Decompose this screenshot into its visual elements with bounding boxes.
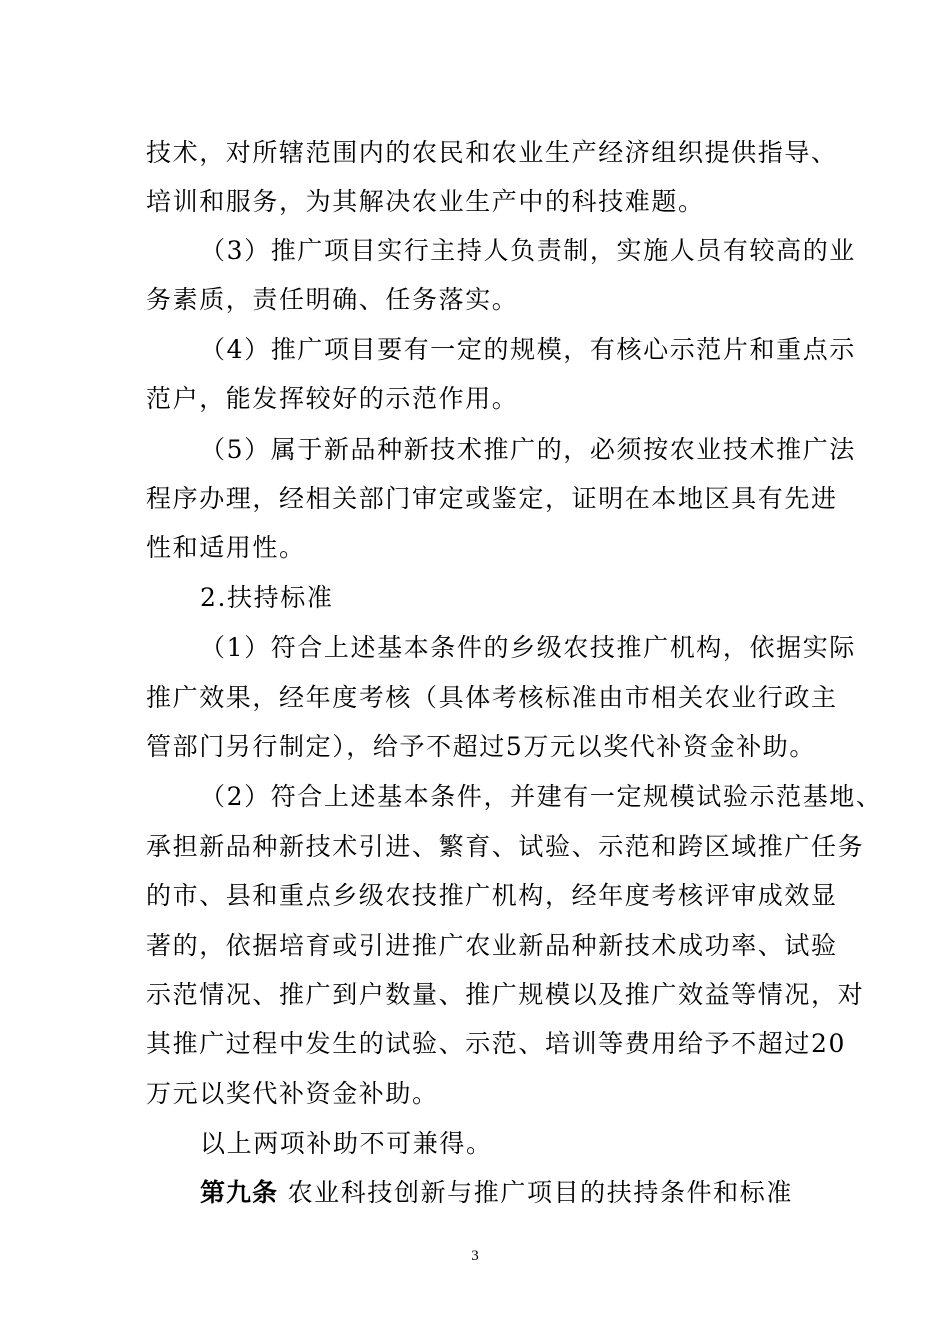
body-text-line: 示范情况、推广到户数量、推广规模以及推广效益等情况，对: [146, 980, 865, 1009]
body-text-line: 管部门另行制定），给予不超过5万元以奖代补资金补助。: [146, 732, 817, 761]
body-text-line: 务素质，责任明确、任务落实。: [146, 285, 519, 314]
section-heading: 2.扶持标准: [200, 583, 334, 612]
body-text-line: 范户，能发挥较好的示范作用。: [146, 384, 519, 413]
body-text-line: （4）推广项目要有一定的规模，有核心示范片和重点示: [200, 335, 856, 364]
body-text-line: 的市、县和重点乡级农技推广机构，经年度考核评审成效显: [146, 881, 838, 910]
body-text-line: （2）符合上述基本条件，并建有一定规模试验示范基地、: [200, 782, 883, 811]
article-title: 农业科技创新与推广项目的扶持条件和标准: [287, 1178, 793, 1207]
body-text-line: 万元以奖代补资金补助。: [146, 1079, 439, 1108]
body-text-line: 著的，依据培育或引进推广农业新品种新技术成功率、试验: [146, 931, 838, 960]
body-text-line: 程序办理，经相关部门审定或鉴定，证明在本地区具有先进: [146, 484, 838, 513]
body-text-line: 推广效果，经年度考核（具体考核标准由市相关农业行政主: [146, 683, 838, 712]
body-text-line: （3）推广项目实行主持人负责制，实施人员有较高的业: [200, 236, 856, 265]
body-text-line: （5）属于新品种新技术推广的，必须按农业技术推广法: [200, 435, 856, 464]
body-text-line: （1）符合上述基本条件的乡级农技推广机构，依据实际: [200, 633, 856, 662]
article-heading: [200, 1176, 830, 1210]
article-label: 第九条: [200, 1178, 279, 1207]
body-text-line: 其推广过程中发生的试验、示范、培训等费用给予不超过20: [146, 1029, 847, 1058]
body-text-line: 技术，对所辖范围内的农民和农业生产经济组织提供指导、: [146, 138, 838, 167]
body-text-line: 培训和服务，为其解决农业生产中的科技难题。: [146, 187, 705, 216]
page-number: 3: [471, 1248, 479, 1264]
body-text-line: 承担新品种新技术引进、繁育、试验、示范和跨区域推广任务: [146, 832, 865, 861]
body-text-line: 性和适用性。: [146, 533, 306, 562]
body-text-line: 以上两项补助不可兼得。: [200, 1129, 493, 1158]
